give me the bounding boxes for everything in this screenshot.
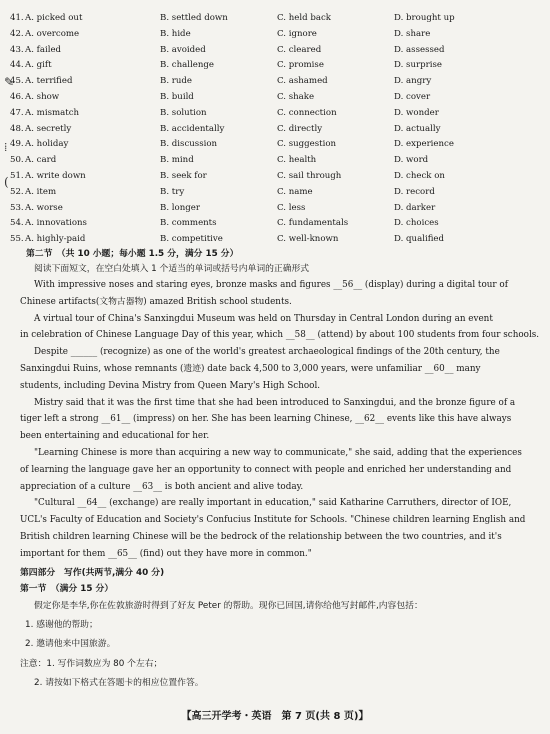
option-b: B. competitive <box>160 234 223 245</box>
writing-item-2: 2. 邀请他来中国旅游。 <box>25 639 116 649</box>
writing-item-1: 1. 感谢他的帮助； <box>25 620 98 630</box>
option-c: C. fundamentals <box>277 218 349 229</box>
option-a: A. failed <box>25 44 62 55</box>
option-c: C. promise <box>277 60 324 71</box>
option-d: D. check on <box>394 171 445 181</box>
option-a: A. mismatch <box>25 107 80 118</box>
passage-line: Mistry said that it was the first time that she had been introduced to Sanxingdui, and the bronze figure of a <box>34 397 516 408</box>
option-b: B. avoided <box>160 44 206 55</box>
option-c: C. well-known <box>277 234 339 245</box>
passage-line: important for them __65__ (find) out they have more in common." <box>20 548 312 559</box>
option-row <box>0 200 550 216</box>
handwritten-mark: ✎ <box>4 75 15 89</box>
option-a: A. secretly <box>25 123 72 134</box>
question-number: 53. <box>10 202 24 213</box>
option-a: A. picked out <box>25 13 83 23</box>
passage-line: tiger left a strong __61__ (impress) on her. She has been learning Chinese, __62__ events like this have always <box>20 414 512 425</box>
page-footer: 【高三开学考・英语 第 7 页(共 8 页)】 <box>181 711 369 722</box>
question-number: 41. <box>10 13 24 23</box>
option-a: A. card <box>25 155 57 166</box>
option-b: B. accidentally <box>160 123 225 134</box>
passage-line: With impressive noses and staring eyes, bronze masks and figures __56__ (display) during a digital tour of <box>34 280 508 290</box>
option-row <box>0 42 550 58</box>
writing-note-2: 2. 请按如下格式在答题卡的相应位置作答。 <box>34 678 204 688</box>
question-number: 46. <box>10 92 24 102</box>
option-row <box>0 26 550 42</box>
passage-line: Sanxingdui Ruins, whose remnants (遗迹) date back 4,500 to 3,000 years, were unfamiliar __60__ many <box>20 364 481 374</box>
option-b: B. comments <box>160 218 217 229</box>
option-a: A. item <box>25 186 57 197</box>
option-b: B. seek for <box>160 171 207 181</box>
option-c: C. health <box>277 155 317 166</box>
question-number: 45. <box>10 76 24 87</box>
passage-line: appreciation of a culture __63__ is both ancient and alive today. <box>20 481 304 492</box>
option-row <box>0 121 550 137</box>
option-a: A. innovations <box>25 218 87 229</box>
option-c: C. ashamed <box>277 76 328 87</box>
option-a: A. holiday <box>25 139 69 150</box>
option-c: C. ignore <box>277 28 317 39</box>
option-d: D. actually <box>394 123 441 134</box>
option-row <box>0 10 550 26</box>
option-row <box>0 89 550 105</box>
option-b: B. challenge <box>160 60 214 71</box>
option-b: B. solution <box>160 107 207 118</box>
question-number: 43. <box>10 44 24 55</box>
option-b: B. try <box>160 186 185 197</box>
question-number: 49. <box>10 139 24 150</box>
option-row <box>0 136 550 152</box>
handwritten-mark: ( <box>4 175 9 189</box>
option-d: D. record <box>394 186 435 197</box>
writing-prompt: 假定你是李华,你在佐敦旅游时得到了好友 Peter 的帮助。现你已回国,请你给他写封邮件,内容包括： <box>34 601 423 611</box>
section2-heading: 第二节 （共 10 小题；每小题 1.5 分，满分 15 分） <box>26 249 239 259</box>
question-number: 48. <box>10 123 24 134</box>
option-a: A. show <box>25 92 60 102</box>
passage-line: students, including Devina Mistry from Queen Mary's High School. <box>20 380 321 391</box>
option-b: B. discussion <box>160 139 218 150</box>
option-c: C. connection <box>277 107 337 118</box>
option-c: C. sail through <box>277 171 342 181</box>
option-c: C. cleared <box>277 44 322 55</box>
option-d: D. choices <box>394 218 439 229</box>
writing-note-1: 注意：1. 写作词数应为 80 个左右； <box>20 659 163 669</box>
passage-line: British children learning Chinese will be the bedrock of the relationship between the two countries, and it's <box>20 532 502 542</box>
part4-heading: 第四部分 写作(共两节,满分 40 分) <box>20 568 165 578</box>
option-c: C. name <box>277 186 313 197</box>
option-d: D. share <box>394 28 431 39</box>
option-row <box>0 73 550 89</box>
option-a: A. overcome <box>25 28 80 39</box>
option-b: B. mind <box>160 155 194 166</box>
option-d: D. word <box>394 155 429 166</box>
option-a: A. write down <box>25 171 86 181</box>
option-c: C. less <box>277 202 306 213</box>
question-number: 42. <box>10 28 24 39</box>
option-b: B. rude <box>160 76 193 87</box>
passage-line: "Cultural __64__ (exchange) are really important in education," said Katharine Carruthers, director of IOE, <box>34 498 512 509</box>
option-row <box>0 152 550 168</box>
option-d: D. wonder <box>394 107 439 118</box>
option-d: D. brought up <box>394 13 455 23</box>
option-a: A. gift <box>25 60 52 71</box>
option-b: B. longer <box>160 202 200 213</box>
option-row <box>0 231 550 247</box>
option-d: D. cover <box>394 92 431 102</box>
passage-line: been entertaining and educational for her. <box>20 431 210 442</box>
option-row <box>0 105 550 121</box>
option-c: C. shake <box>277 92 315 102</box>
option-d: D. experience <box>394 139 454 150</box>
handwritten-mark: ⁞ <box>4 140 8 154</box>
option-d: D. assessed <box>394 44 445 55</box>
option-d: D. qualified <box>394 234 445 245</box>
passage-line: Chinese artifacts(文物古器物) amazed British school students. <box>20 296 292 307</box>
question-number: 55. <box>10 234 24 245</box>
option-d: D. angry <box>394 76 432 87</box>
passage-line: of learning the language gave her an opportunity to connect with people and enriched her understanding and <box>20 464 512 475</box>
passage-line: in celebration of Chinese Language Day of this year, which __58__ (attend) by about 100 students from four schools. <box>20 330 540 341</box>
option-row <box>0 168 550 184</box>
question-number: 50. <box>10 155 24 166</box>
question-number: 51. <box>10 171 24 181</box>
option-c: C. suggestion <box>277 139 337 150</box>
option-c: C. held back <box>277 13 331 23</box>
part4-subheading: 第一节 （满分 15 分） <box>20 584 114 594</box>
option-a: A. highly-paid <box>25 234 86 245</box>
option-c: C. directly <box>277 123 323 134</box>
option-b: B. settled down <box>160 13 228 23</box>
option-d: D. surprise <box>394 60 442 71</box>
option-row <box>0 57 550 73</box>
question-number: 44. <box>10 60 24 71</box>
passage-line: "Learning Chinese is more than acquiring a new way to communicate," she said, adding that the experiences <box>34 448 522 458</box>
option-row <box>0 184 550 200</box>
question-number: 54. <box>10 218 24 229</box>
question-number: 47. <box>10 107 24 118</box>
passage-line: UCL's Faculty of Education and Society's Confucius Institute for Schools. "Chinese children learning English and <box>20 515 526 526</box>
question-number: 52. <box>10 186 24 197</box>
passage-line: A virtual tour of China's Sanxingdui Museum was held on Thursday in Central London during an event <box>34 313 493 324</box>
option-d: D. darker <box>394 202 436 213</box>
passage-line: Despite ______ (recognize) as one of the world's greatest archaeological findings of the 20th century, the <box>34 347 500 358</box>
option-b: B. build <box>160 92 194 102</box>
option-a: A. worse <box>25 202 63 213</box>
option-b: B. hide <box>160 28 191 39</box>
section2-instruction: 阅读下面短文，在空白处填入 1 个适当的单词或括号内单词的正确形式 <box>34 264 310 274</box>
option-row <box>0 215 550 231</box>
option-a: A. terrified <box>25 76 73 87</box>
